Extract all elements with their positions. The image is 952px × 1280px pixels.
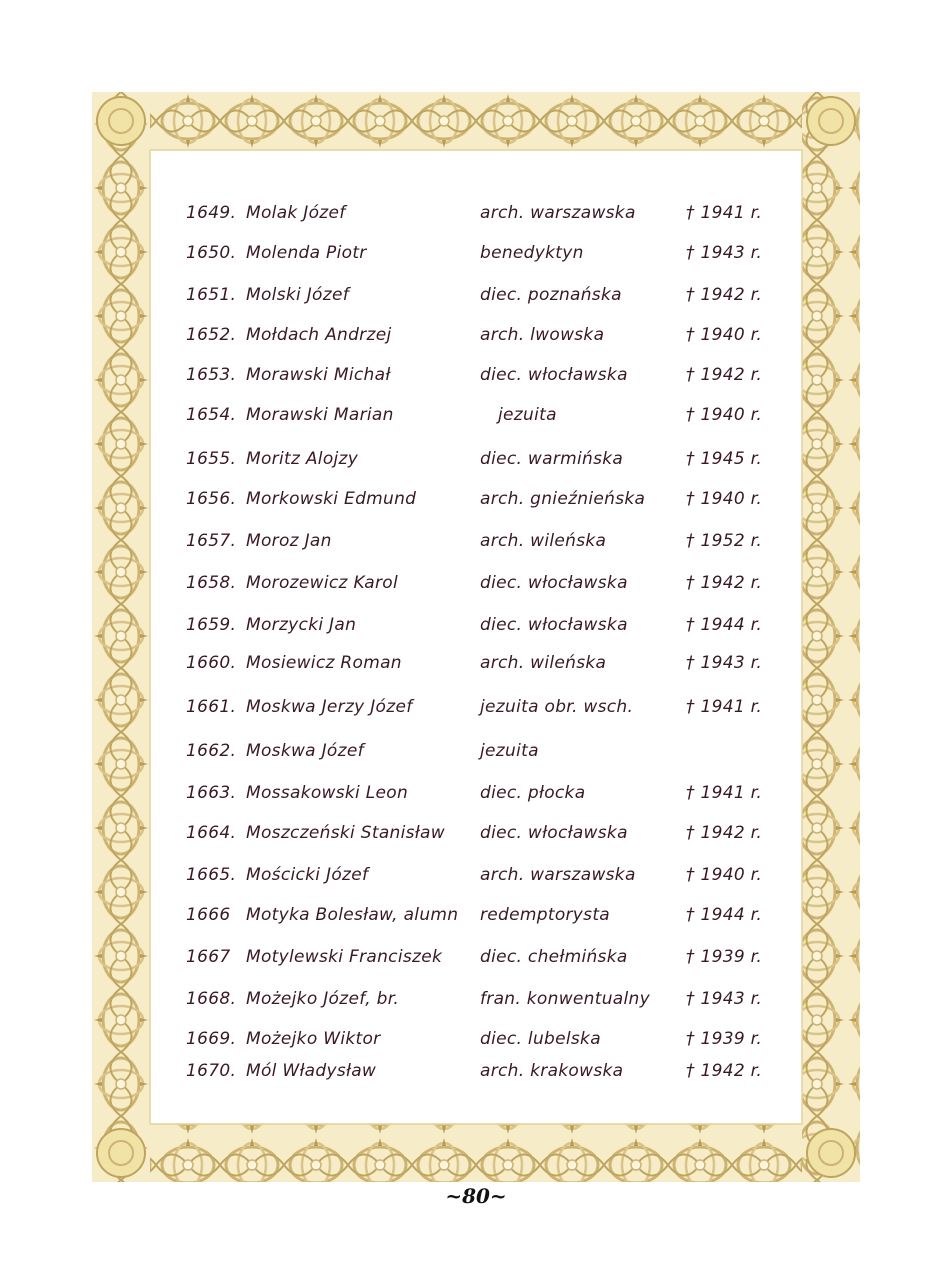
entry-diocese: diec. warmińska xyxy=(480,449,624,469)
list-item xyxy=(150,400,802,430)
list-item xyxy=(150,648,802,678)
entry-diocese: arch. warszawska xyxy=(480,865,636,885)
entry-death: † 1941 r. xyxy=(686,203,763,223)
entry-death: † 1945 r. xyxy=(686,449,763,469)
entry-death: † 1942 r. xyxy=(686,365,763,385)
entry-number: 1662. xyxy=(186,741,237,761)
entry-number: 1666 xyxy=(186,905,231,925)
entry-death: † 1943 r. xyxy=(686,989,763,1009)
entry-number: 1664. xyxy=(186,823,237,843)
entry-death: † 1941 r. xyxy=(686,697,763,717)
entry-diocese: arch. gnieźnieńska xyxy=(480,489,646,509)
entry-death: † 1941 r. xyxy=(686,783,763,803)
list-item xyxy=(150,1024,802,1054)
entry-name: Moskwa Jerzy Józef xyxy=(246,697,413,717)
entry-diocese: diec. poznańska xyxy=(480,285,622,305)
entry-number: 1660. xyxy=(186,653,237,673)
entry-number: 1663. xyxy=(186,783,237,803)
list-item xyxy=(150,610,802,640)
entry-death: † 1942 r. xyxy=(686,823,763,843)
list-item xyxy=(150,484,802,514)
entry-death: † 1944 r. xyxy=(686,905,763,925)
entry-name: Molski Józef xyxy=(246,285,350,305)
entry-diocese: diec. włocławska xyxy=(480,573,628,593)
entry-number: 1661. xyxy=(186,697,237,717)
entry-name: Moszczeński Stanisław xyxy=(246,823,445,843)
entry-diocese: fran. konwentualny xyxy=(480,989,650,1009)
entry-number: 1655. xyxy=(186,449,237,469)
entry-death: † 1940 r. xyxy=(686,865,763,885)
entry-list xyxy=(150,150,802,1120)
entry-death: † 1939 r. xyxy=(686,1029,763,1049)
entry-number: 1659. xyxy=(186,615,237,635)
entry-name: Morawski Michał xyxy=(246,365,391,385)
entry-death: † 1952 r. xyxy=(686,531,763,551)
entry-number: 1657. xyxy=(186,531,237,551)
entry-name: Morzycki Jan xyxy=(246,615,357,635)
entry-death: † 1942 r. xyxy=(686,573,763,593)
list-item xyxy=(150,984,802,1014)
list-item xyxy=(150,1056,802,1086)
entry-diocese: arch. warszawska xyxy=(480,203,636,223)
entry-death: † 1940 r. xyxy=(686,489,763,509)
entry-death: † 1943 r. xyxy=(686,653,763,673)
entry-diocese: diec. chełmińska xyxy=(480,947,628,967)
entry-diocese: benedyktyn xyxy=(480,243,584,263)
entry-number: 1654. xyxy=(186,405,237,425)
list-item xyxy=(150,942,802,972)
entry-name: Moroz Jan xyxy=(246,531,332,551)
entry-name: Morkowski Edmund xyxy=(246,489,417,509)
entry-number: 1668. xyxy=(186,989,237,1009)
entry-diocese: arch. lwowska xyxy=(480,325,605,345)
entry-name: Molenda Piotr xyxy=(246,243,367,263)
entry-diocese: diec. włocławska xyxy=(480,823,628,843)
list-item xyxy=(150,444,802,474)
entry-number: 1667 xyxy=(186,947,231,967)
entry-number: 1658. xyxy=(186,573,237,593)
entry-number: 1649. xyxy=(186,203,237,223)
list-item xyxy=(150,526,802,556)
entry-number: 1670. xyxy=(186,1061,237,1081)
list-item xyxy=(150,320,802,350)
entry-name: Mosiewicz Roman xyxy=(246,653,402,673)
entry-diocese: diec. włocławska xyxy=(480,365,628,385)
entry-number: 1650. xyxy=(186,243,237,263)
entry-number: 1653. xyxy=(186,365,237,385)
entry-death: † 1940 r. xyxy=(686,405,763,425)
entry-diocese: redemptorysta xyxy=(480,905,611,925)
list-item xyxy=(150,692,802,722)
entry-diocese: diec. lubelska xyxy=(480,1029,601,1049)
entry-name: Mól Władysław xyxy=(246,1061,377,1081)
list-item xyxy=(150,568,802,598)
entry-diocese: jezuita xyxy=(480,741,539,761)
entry-name: Możejko Józef, br. xyxy=(246,989,400,1009)
entry-death: † 1939 r. xyxy=(686,947,763,967)
entry-diocese: arch. wileńska xyxy=(480,531,607,551)
entry-death: † 1942 r. xyxy=(686,1061,763,1081)
list-item xyxy=(150,860,802,890)
list-item xyxy=(150,818,802,848)
entry-name: Molak Józef xyxy=(246,203,346,223)
entry-name: Mościcki Józef xyxy=(246,865,369,885)
entry-name: Moritz Alojzy xyxy=(246,449,359,469)
entry-diocese: diec. płocka xyxy=(480,783,586,803)
list-item xyxy=(150,736,802,766)
entry-number: 1651. xyxy=(186,285,237,305)
entry-name: Morozewicz Karol xyxy=(246,573,399,593)
entry-diocese: diec. włocławska xyxy=(480,615,628,635)
entry-number: 1656. xyxy=(186,489,237,509)
entry-name: Mossakowski Leon xyxy=(246,783,409,803)
entry-diocese: arch. krakowska xyxy=(480,1061,624,1081)
entry-death: † 1944 r. xyxy=(686,615,763,635)
list-item xyxy=(150,900,802,930)
entry-diocese: arch. wileńska xyxy=(480,653,607,673)
list-item xyxy=(150,360,802,390)
entry-name: Możejko Wiktor xyxy=(246,1029,381,1049)
entry-death: † 1940 r. xyxy=(686,325,763,345)
entry-name: Moskwa Józef xyxy=(246,741,364,761)
entry-number: 1652. xyxy=(186,325,237,345)
entry-name: Motylewski Franciszek xyxy=(246,947,443,967)
entry-name: Mołdach Andrzej xyxy=(246,325,392,345)
entry-name: Morawski Marian xyxy=(246,405,394,425)
entry-death: † 1943 r. xyxy=(686,243,763,263)
list-item xyxy=(150,280,802,310)
list-item xyxy=(150,238,802,268)
entry-diocese: jezuita xyxy=(498,405,557,425)
list-item xyxy=(150,778,802,808)
entry-number: 1665. xyxy=(186,865,237,885)
entry-name: Motyka Bolesław, alumn xyxy=(246,905,459,925)
list-item xyxy=(150,198,802,228)
entry-number: 1669. xyxy=(186,1029,237,1049)
entry-death: † 1942 r. xyxy=(686,285,763,305)
entry-diocese: jezuita obr. wsch. xyxy=(480,697,634,717)
page-number: ~80~ xyxy=(445,1184,507,1208)
